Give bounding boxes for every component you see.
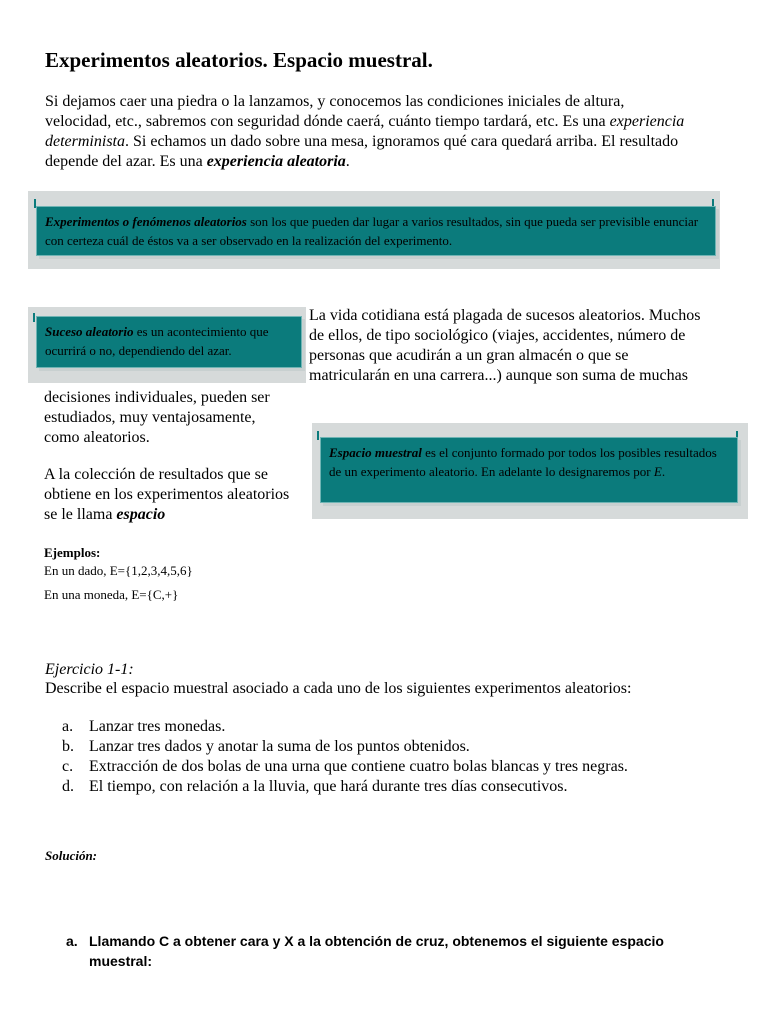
definition-text: son los que pueden dar lugar a varios resultados, sin que pueda ser previsible enunciar con certeza cuál de éstos va a ser observado en la realización del experimento. [45,214,699,248]
ejemplo-dado: En un dado, E={1,2,3,4,5,6} [44,563,193,578]
box-marker [33,313,35,322]
definition-box-experimentos [36,206,716,256]
paragraph-line: decisiones individuales, pueden ser [44,389,270,406]
page-title: Experimentos aleatorios. Espacio muestral. [45,48,433,72]
ejercicio-list [62,717,752,797]
paragraph-line: personas que acudirán a un gran almacén o que se [309,347,629,364]
intro-line-2 [45,112,735,132]
list-item-text: Lanzar tres dados y anotar la suma de los puntos obtenidos. [89,738,470,755]
ejercicio-statement: Describe el espacio muestral asociado a cada uno de los siguientes experimentos aleatorios: [45,680,632,697]
definition-term: Espacio muestral [329,445,422,460]
intro-text: velocidad, etc., sabremos con seguridad dónde caerá, cuánto tiempo tardará, etc. Es una [45,113,610,130]
solucion-heading: Solución: [45,848,98,863]
list-item-text: Extracción de dos bolas de una urna que contiene cuatro bolas blancas y tres negras. [89,758,628,775]
intro-line-3 [45,132,735,152]
intro-italic: experiencia [609,113,685,130]
paragraph-line: A la colección de resultados que se [44,466,268,483]
intro-italic: determinista [45,133,125,150]
intro-text: depende del azar. Es una [45,153,207,170]
paragraph-bold-italic: espacio [116,506,166,523]
list-item-text: El tiempo, con relación a la lluvia, que hará durante tres días consecutivos. [89,778,568,795]
definition-text: es el conjunto formado por todos los posibles resultados de un experimento aleatorio. En adelante lo designaremos por [329,445,717,479]
list-item-text: Lanzar tres monedas. [89,718,226,735]
paragraph-line [44,505,314,525]
paragraph-line: obtiene en los experimentos aleatorios [44,486,290,503]
paragraph-line: estudiados, muy ventajosamente, [44,409,256,426]
list-marker: d. [62,778,74,795]
definition-text: . [661,464,666,479]
ejemplo-moneda: En una moneda, E={C,+} [44,587,179,602]
coleccion-paragraph [44,465,314,525]
paragraph-line: matricularán en una carrera...) aunque son suma de muchas [309,367,688,384]
definition-variable: E [653,464,662,479]
intro-line-1: Si dejamos caer una piedra o la lanzamos, y conocemos las condiciones iniciales de altura, [45,93,625,110]
right-paragraph [309,306,729,386]
definition-term: Experimentos o fenómenos aleatorios [45,214,247,229]
paragraph-line: La vida cotidiana está plagada de sucesos aleatorios. Muchos [309,307,701,324]
paragraph-line: muestral: [89,953,153,969]
solucion-text [66,931,726,971]
intro-paragraph [45,92,735,172]
list-marker: c. [62,758,74,775]
left-paragraph [44,388,309,448]
list-item [62,737,752,757]
list-item [62,717,752,737]
intro-text: . [345,153,350,170]
paragraph-line: Llamando C a obtener cara y X a la obtención de cruz, obtenemos el siguiente espacio [89,933,664,949]
list-marker: a. [62,718,74,735]
box-marker [317,431,319,440]
definition-box-espacio [320,437,738,503]
intro-line-4 [45,152,735,172]
paragraph-line: como aleatorios. [44,429,150,446]
definition-box-suceso [36,316,302,368]
list-marker: a. [66,933,78,949]
solucion-item-a [66,931,726,971]
intro-text: . Si echamos un dado sobre una mesa, ignoramos qué cara quedará arriba. El resultado [125,133,679,150]
paragraph-text: se le llama [44,506,117,523]
definition-text: es un acontecimiento que ocurrirá o no, dependiendo del azar. [45,324,269,358]
list-marker: b. [62,738,74,755]
ejemplos-heading: Ejemplos: [44,545,101,560]
list-item [62,777,752,797]
paragraph-line: de ellos, de tipo sociológico (viajes, accidentes, número de [309,327,686,344]
list-item [62,757,752,777]
ejercicio-heading: Ejercicio 1-1: [45,661,134,678]
intro-bold-italic: experiencia aleatoria [206,153,346,170]
definition-term: Suceso aleatorio [45,324,134,339]
